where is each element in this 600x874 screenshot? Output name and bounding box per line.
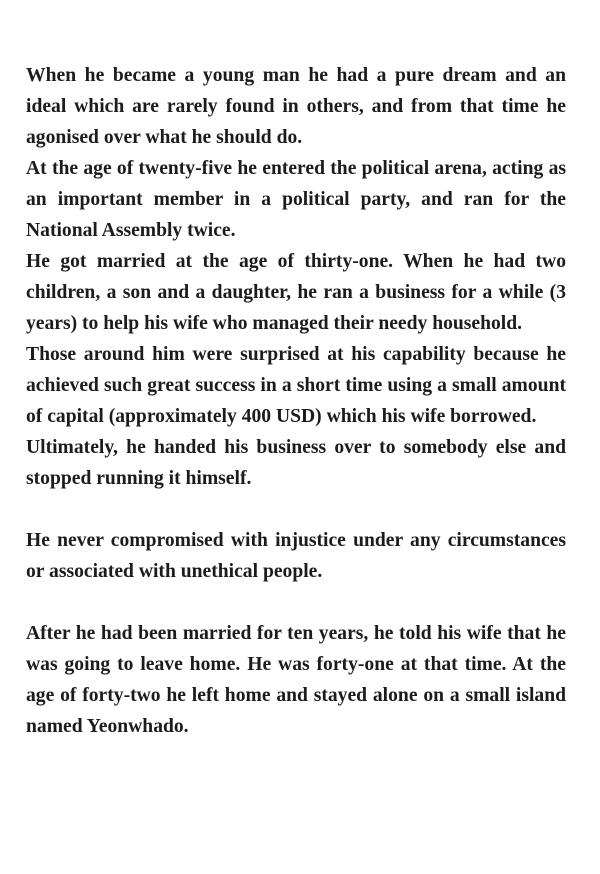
paragraph-gap	[26, 587, 566, 618]
paragraph-young-man-dream: When he became a young man he had a pure dream and an ideal which are rarely found in others, and from that time he agonised over what he should do.	[26, 65, 566, 148]
paragraph-never-compromised: He never compromised with injustice under any circumstances or associated with unethical people.	[26, 530, 566, 582]
paragraph-left-home: After he had been married for ten years, he told his wife that he was going to leave home. He was forty-one at that time. At the age of forty-two he left home and stayed alone on a small island named Yeonwhado.	[26, 623, 566, 737]
paragraph-marriage-business: He got married at the age of thirty-one. When he had two children, a son and a daughter, he ran a business for a while (3 years) to help his wife who managed their needy household.	[26, 251, 566, 334]
paragraph-business-success: Those around him were surprised at his capability because he achieved such great success in a short time using a small amount of capital (approximately 400 USD) which his wife borrowed.	[26, 344, 566, 427]
paragraph-political-arena: At the age of twenty-five he entered the political arena, acting as an important member in a political party, and ran for the National Assembly twice.	[26, 158, 566, 241]
document-body	[26, 60, 566, 742]
paragraph-gap	[26, 494, 566, 525]
paragraph-handed-business-over: Ultimately, he handed his business over to somebody else and stopped running it himself.	[26, 437, 566, 489]
